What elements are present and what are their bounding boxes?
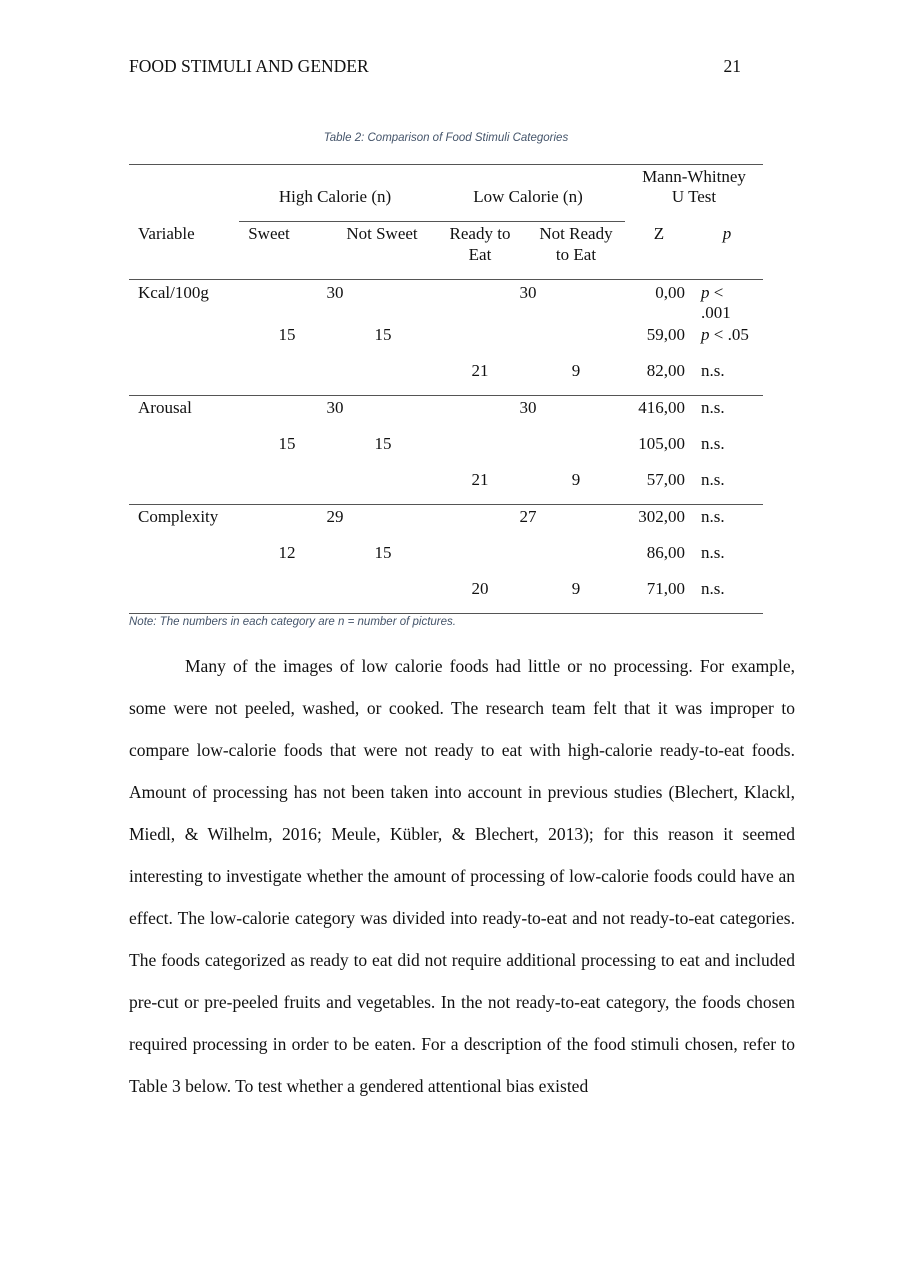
header-ready-1: Ready to [449, 224, 511, 243]
p-symbol: p [701, 283, 710, 302]
cell-p: n.s. [701, 579, 725, 598]
cell-sweet: 15 [278, 325, 296, 344]
header-high-calorie: High Calorie (n) [278, 187, 392, 206]
cell-high-total: 30 [326, 398, 344, 417]
cell-z: 59,00 [646, 325, 685, 344]
cell-sweet: 12 [278, 543, 296, 562]
header-mann-whitney-1: Mann-Whitney [642, 167, 746, 186]
cell-z: 71,00 [646, 579, 685, 598]
cell-not-sweet: 15 [374, 434, 392, 453]
group-header-rule [239, 221, 625, 222]
header-mann-whitney-2: U Test [671, 187, 717, 206]
cell-p-continued: .001 [701, 303, 731, 322]
cell-not-ready: 9 [571, 579, 581, 598]
header-not-ready-2: to Eat [555, 245, 597, 264]
cell-p: n.s. [701, 434, 725, 453]
header-sweet: Sweet [248, 224, 290, 243]
header-variable: Variable [138, 224, 195, 243]
row-variable-complexity: Complexity [138, 507, 219, 526]
cell-z: 302,00 [638, 507, 685, 526]
p-symbol: p [701, 325, 710, 344]
section-divider-1 [129, 395, 763, 396]
cell-p: n.s. [701, 507, 725, 526]
header-not-ready-1: Not Ready [539, 224, 613, 243]
comparison-table [129, 164, 763, 614]
cell-z: 416,00 [638, 398, 685, 417]
cell-p: n.s. [701, 361, 725, 380]
cell-low-total: 30 [519, 283, 537, 302]
cell-not-sweet: 15 [374, 325, 392, 344]
cell-sweet: 15 [278, 434, 296, 453]
cell-z: 105,00 [638, 434, 685, 453]
cell-p: n.s. [701, 398, 725, 417]
p-value: < .05 [709, 325, 749, 344]
cell-ready: 21 [471, 470, 489, 489]
header-ready-2: Eat [468, 245, 492, 264]
cell-p [701, 325, 749, 345]
cell-p: n.s. [701, 543, 725, 562]
cell-not-ready: 9 [571, 361, 581, 380]
cell-z: 86,00 [646, 543, 685, 562]
cell-high-total: 30 [326, 283, 344, 302]
header-low-calorie: Low Calorie (n) [473, 187, 583, 206]
header-bottom-rule [129, 279, 763, 280]
cell-p: n.s. [701, 470, 725, 489]
table-bottom-rule [129, 613, 763, 614]
running-head-title: FOOD STIMULI AND GENDER [129, 56, 369, 76]
section-divider-2 [129, 504, 763, 505]
cell-not-ready: 9 [571, 470, 581, 489]
cell-p [701, 283, 723, 303]
header-z: Z [653, 224, 665, 243]
table-caption: Table 2: Comparison of Food Stimuli Categories [323, 132, 569, 144]
row-variable-arousal: Arousal [138, 398, 192, 417]
cell-z: 0,00 [655, 283, 685, 302]
table-top-rule [129, 164, 763, 165]
p-value: < [709, 283, 724, 302]
cell-z: 82,00 [646, 361, 685, 380]
cell-z: 57,00 [646, 470, 685, 489]
running-header [129, 54, 741, 78]
header-not-sweet: Not Sweet [346, 224, 418, 243]
cell-low-total: 30 [519, 398, 537, 417]
body-paragraph: Many of the images of low calorie foods had little or no processing. For example, some were not peeled, washed, or cooked. The research team felt that it was improper to compare low-calorie foods that were not ready to eat with high-calorie ready-to-eat foods. Amount of processing has not been taken into account in previous studies (Blechert, Klackl, Miedl, & Wilhelm, 2016; Meule, Kübler, & Blechert, 2013); for this reason it seemed interesting to investigate whether the amount of processing of low-calorie foods could have an effect. The low-calorie category was divided into ready-to-eat and not ready-to-eat categories. The foods categorized as ready to eat did not require additional processing to eat and included pre-cut or pre-peeled fruits and vegetables. In the not ready-to-eat category, the foods chosen required processing in order to be eaten. For a description of the food stimuli chosen, refer to Table 3 below. To test whether a gendered attentional bias existed [129, 656, 795, 1096]
header-p: p [722, 224, 732, 243]
row-variable-kcal: Kcal/100g [138, 283, 209, 302]
table-note: Note: The numbers in each category are n = number of pictures. [129, 616, 456, 628]
cell-high-total: 29 [326, 507, 344, 526]
cell-ready: 20 [471, 579, 489, 598]
page-number: 21 [723, 56, 741, 76]
cell-low-total: 27 [519, 507, 537, 526]
cell-ready: 21 [471, 361, 489, 380]
cell-not-sweet: 15 [374, 543, 392, 562]
